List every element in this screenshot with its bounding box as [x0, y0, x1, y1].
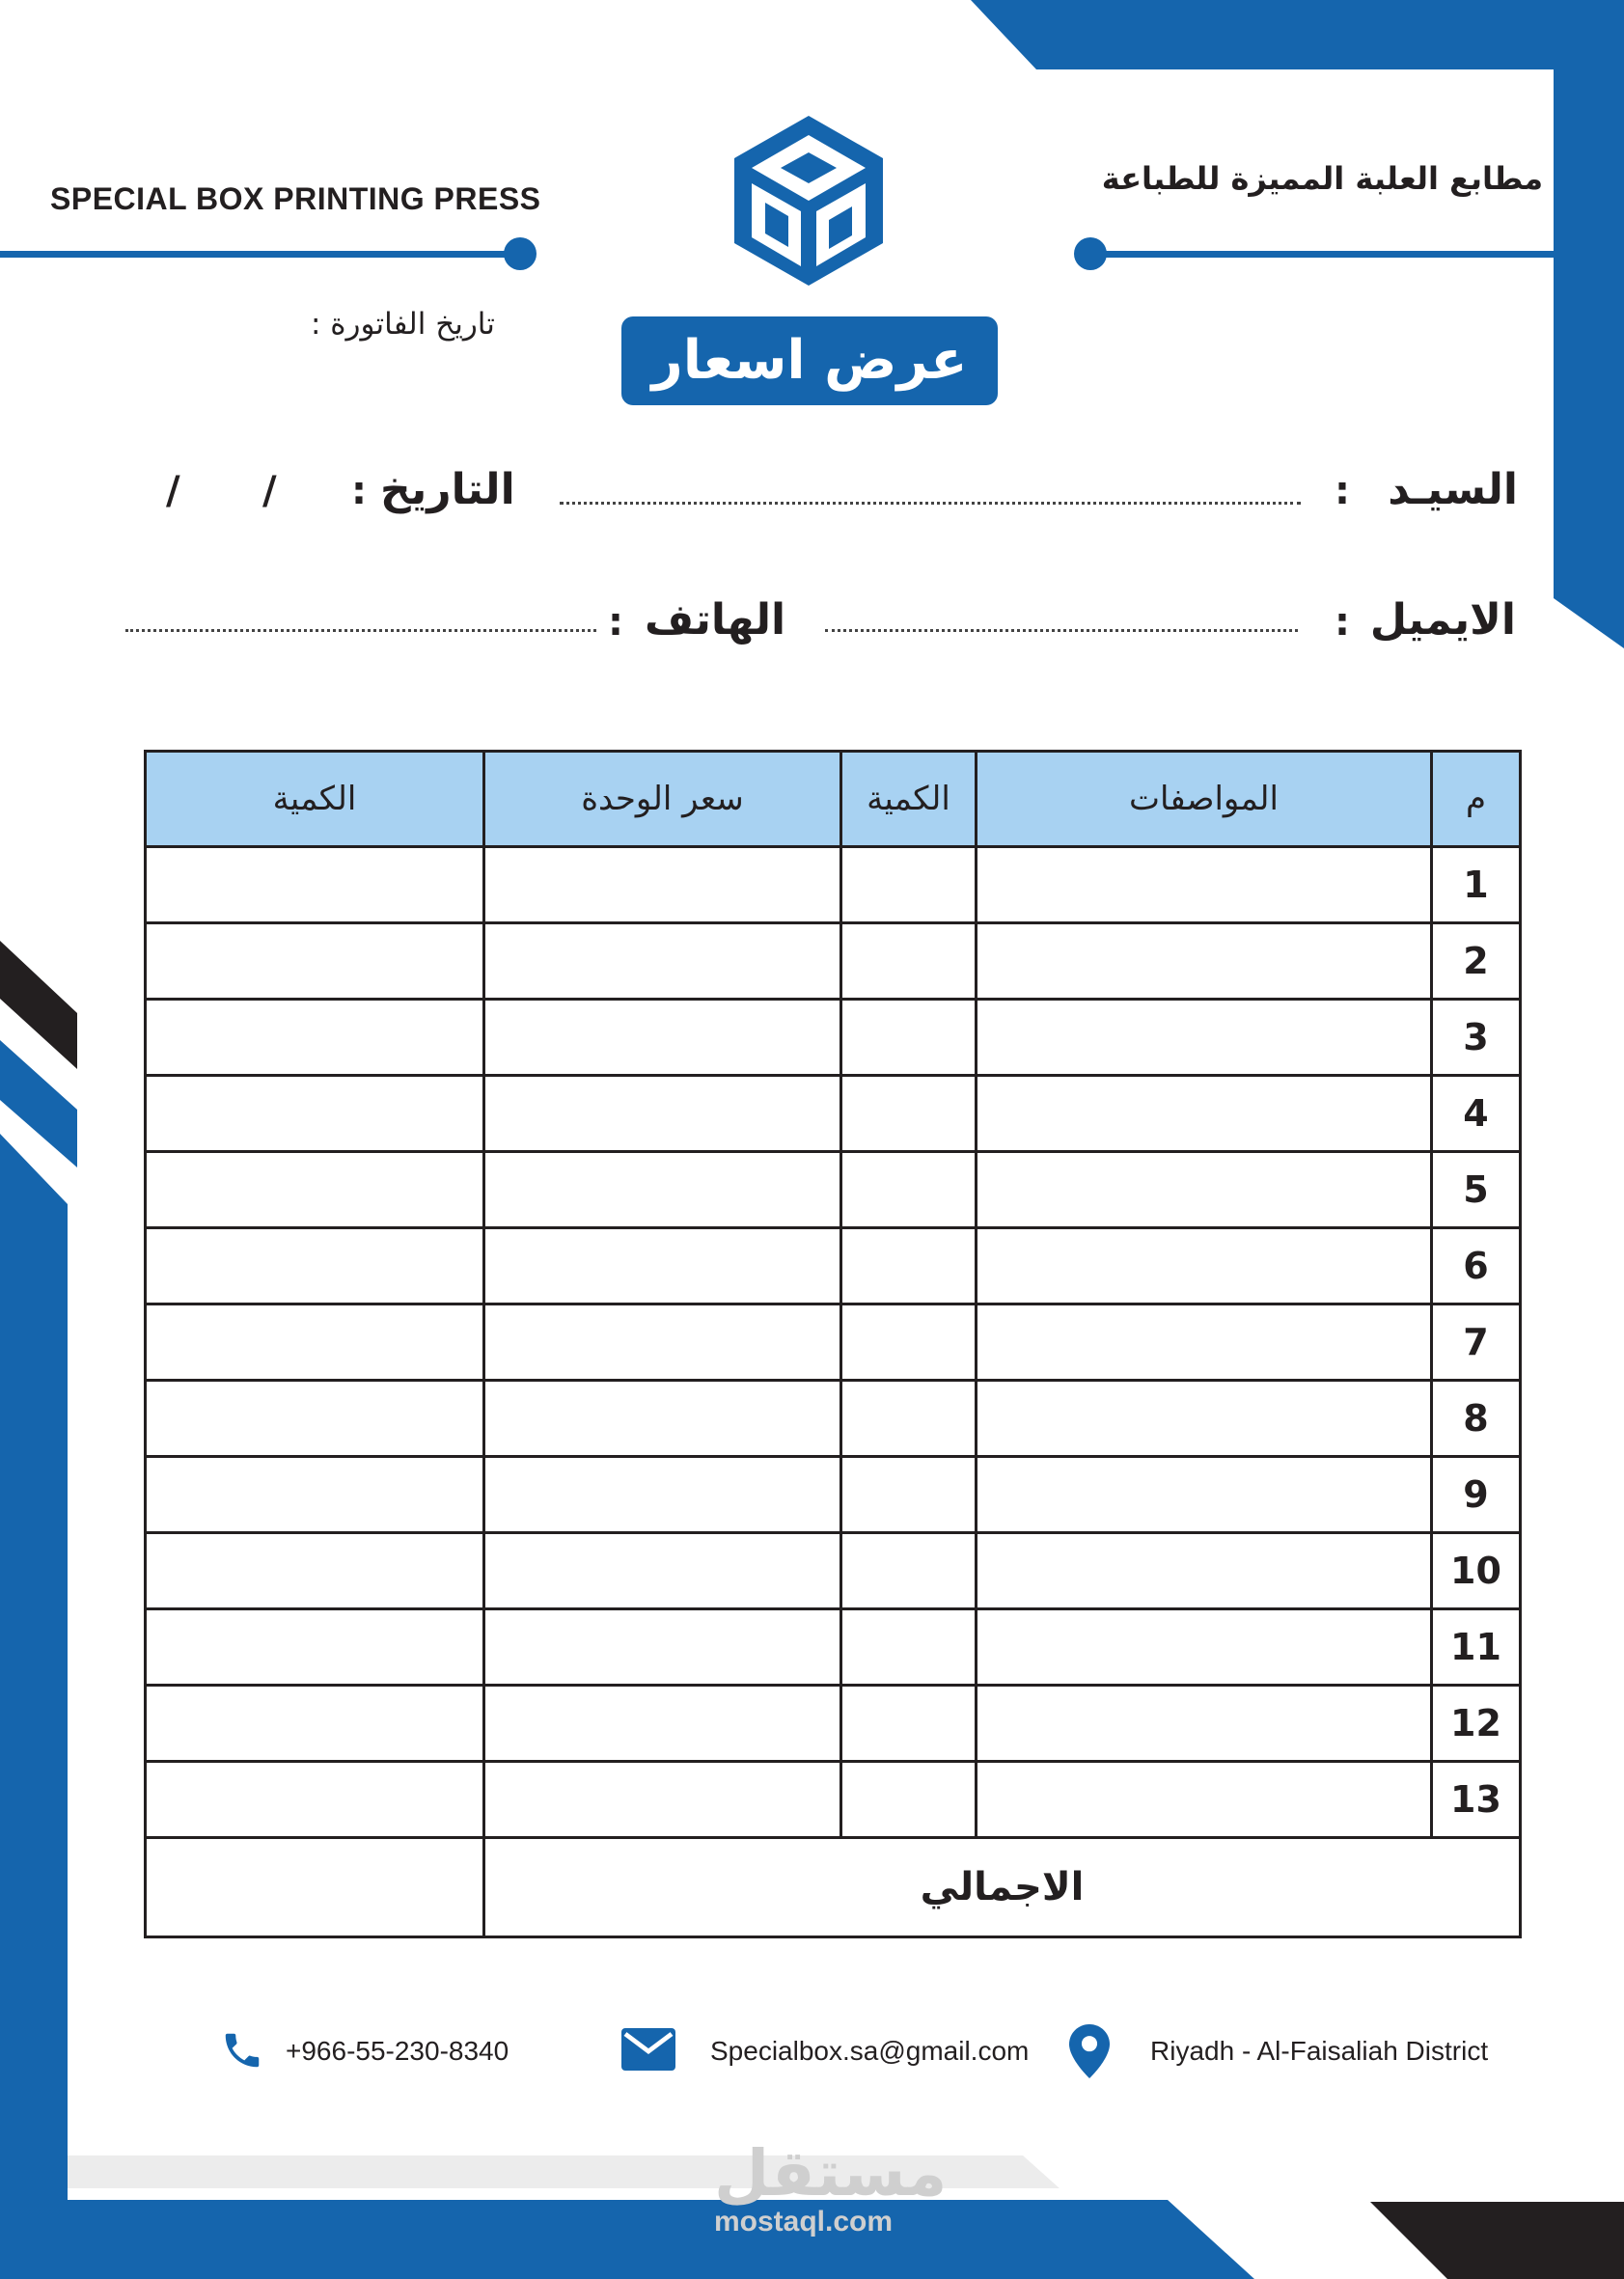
mr-label: السيـد	[1388, 465, 1518, 514]
quantity-cell[interactable]	[841, 1686, 977, 1762]
amount-cell[interactable]	[146, 1686, 484, 1762]
phone-label: الهاتف	[645, 595, 786, 645]
bottom-blue-band	[0, 2200, 1254, 2279]
unit-price-cell[interactable]	[484, 1228, 841, 1304]
specs-cell[interactable]	[977, 1609, 1432, 1686]
company-name-english: SPECIAL BOX PRINTING PRESS	[50, 181, 541, 216]
col-header-specs: المواصفات	[977, 752, 1432, 847]
bottom-dark-corner	[1370, 2202, 1624, 2279]
col-header-index: م	[1432, 752, 1521, 847]
table-row	[146, 923, 1521, 1000]
col-header-unit-price: سعر الوحدة	[484, 752, 841, 847]
specs-cell[interactable]	[977, 1381, 1432, 1457]
amount-cell[interactable]	[146, 1228, 484, 1304]
total-value-cell[interactable]	[146, 1838, 484, 1937]
amount-cell[interactable]	[146, 1762, 484, 1838]
table-row	[146, 1381, 1521, 1457]
unit-price-cell[interactable]	[484, 1686, 841, 1762]
phone-colon: :	[608, 600, 623, 645]
specs-cell[interactable]	[977, 847, 1432, 923]
unit-price-cell[interactable]	[484, 1000, 841, 1076]
left-header-dot	[504, 237, 537, 270]
quantity-cell[interactable]	[841, 1152, 977, 1228]
table-row	[146, 1304, 1521, 1381]
amount-cell[interactable]	[146, 1152, 484, 1228]
watermark-latin: mostaql.com	[714, 2206, 894, 2238]
col-header-amount: الكمية	[146, 752, 484, 847]
date-separator-1: /	[262, 469, 277, 513]
unit-price-cell[interactable]	[484, 1381, 841, 1457]
company-name-arabic: مطابع العلبة المميزة للطباعة	[1101, 160, 1543, 197]
specs-cell[interactable]	[977, 1533, 1432, 1609]
row-number: 8	[1432, 1381, 1521, 1457]
amount-cell[interactable]	[146, 1457, 484, 1533]
quantity-cell[interactable]	[841, 923, 977, 1000]
unit-price-cell[interactable]	[484, 1304, 841, 1381]
specs-cell[interactable]	[977, 1228, 1432, 1304]
amount-cell[interactable]	[146, 1076, 484, 1152]
phone-input-line[interactable]	[125, 629, 596, 632]
invoice-date-label: تاريخ الفاتورة :	[311, 307, 495, 342]
amount-cell[interactable]	[146, 923, 484, 1000]
mail-icon	[621, 2028, 675, 2071]
right-header-line	[1090, 251, 1554, 258]
quantity-cell[interactable]	[841, 1533, 977, 1609]
contact-email: Specialbox.sa@gmail.com	[710, 2036, 1030, 2066]
amount-cell[interactable]	[146, 1533, 484, 1609]
row-number: 7	[1432, 1304, 1521, 1381]
logo-cube-icon	[730, 114, 887, 288]
contact-phone: +966-55-230-8340	[286, 2036, 509, 2066]
left-blue-band	[0, 1134, 68, 2279]
total-row	[146, 1838, 1521, 1937]
table-row	[146, 1152, 1521, 1228]
unit-price-cell[interactable]	[484, 1457, 841, 1533]
table-row	[146, 1076, 1521, 1152]
amount-cell[interactable]	[146, 847, 484, 923]
total-label: الاجمالي	[484, 1838, 1521, 1937]
specs-cell[interactable]	[977, 1304, 1432, 1381]
top-right-band	[971, 0, 1624, 648]
unit-price-cell[interactable]	[484, 1076, 841, 1152]
row-number: 11	[1432, 1609, 1521, 1686]
specs-cell[interactable]	[977, 1457, 1432, 1533]
contact-address: Riyadh - Al-Faisaliah District	[1150, 2036, 1489, 2066]
unit-price-cell[interactable]	[484, 1609, 841, 1686]
specs-cell[interactable]	[977, 1686, 1432, 1762]
amount-cell[interactable]	[146, 1304, 484, 1381]
table-row	[146, 1533, 1521, 1609]
phone-icon	[220, 2028, 264, 2073]
date-separator-2: /	[166, 469, 180, 513]
quantity-cell[interactable]	[841, 1381, 977, 1457]
quantity-cell[interactable]	[841, 1304, 977, 1381]
location-pin-icon	[1069, 2024, 1110, 2078]
quantity-cell[interactable]	[841, 1457, 977, 1533]
right-header-dot	[1074, 237, 1107, 270]
table-row	[146, 1609, 1521, 1686]
table-row	[146, 1457, 1521, 1533]
row-number: 3	[1432, 1000, 1521, 1076]
table-header-row	[146, 752, 1521, 847]
row-number: 13	[1432, 1762, 1521, 1838]
row-number: 12	[1432, 1686, 1521, 1762]
quantity-cell[interactable]	[841, 1609, 977, 1686]
table-row	[146, 1228, 1521, 1304]
left-header-line	[0, 251, 521, 258]
specs-cell[interactable]	[977, 1076, 1432, 1152]
watermark-arabic: مستقل	[714, 2136, 948, 2210]
mr-input-line[interactable]	[560, 502, 1301, 505]
page-title: عرض اسعار	[621, 316, 998, 405]
col-header-quantity: الكمية	[841, 752, 977, 847]
amount-cell[interactable]	[146, 1609, 484, 1686]
unit-price-cell[interactable]	[484, 1152, 841, 1228]
table-row	[146, 1762, 1521, 1838]
email-label: الايميل	[1369, 595, 1516, 645]
row-number: 4	[1432, 1076, 1521, 1152]
row-number: 10	[1432, 1533, 1521, 1609]
email-colon: :	[1335, 600, 1350, 645]
mr-colon: :	[1335, 469, 1350, 513]
row-number: 1	[1432, 847, 1521, 923]
email-input-line[interactable]	[825, 629, 1298, 632]
row-number: 5	[1432, 1152, 1521, 1228]
quantity-cell[interactable]	[841, 847, 977, 923]
quantity-cell[interactable]	[841, 1762, 977, 1838]
specs-cell[interactable]	[977, 923, 1432, 1000]
unit-price-cell[interactable]	[484, 847, 841, 923]
quantity-cell[interactable]	[841, 1228, 977, 1304]
row-number: 9	[1432, 1457, 1521, 1533]
row-number: 6	[1432, 1228, 1521, 1304]
quantity-cell[interactable]	[841, 1000, 977, 1076]
unit-price-cell[interactable]	[484, 923, 841, 1000]
left-dark-stripe	[0, 941, 77, 1069]
table-row	[146, 1686, 1521, 1762]
unit-price-cell[interactable]	[484, 1533, 841, 1609]
row-number: 2	[1432, 923, 1521, 1000]
quote-table	[144, 750, 1522, 1938]
quantity-cell[interactable]	[841, 1076, 977, 1152]
specs-cell[interactable]	[977, 1152, 1432, 1228]
unit-price-cell[interactable]	[484, 1762, 841, 1838]
table-row	[146, 1000, 1521, 1076]
amount-cell[interactable]	[146, 1000, 484, 1076]
specs-cell[interactable]	[977, 1762, 1432, 1838]
table-row	[146, 847, 1521, 923]
specs-cell[interactable]	[977, 1000, 1432, 1076]
amount-cell[interactable]	[146, 1381, 484, 1457]
date-label: التاريخ	[380, 465, 515, 514]
date-colon: :	[351, 469, 367, 513]
